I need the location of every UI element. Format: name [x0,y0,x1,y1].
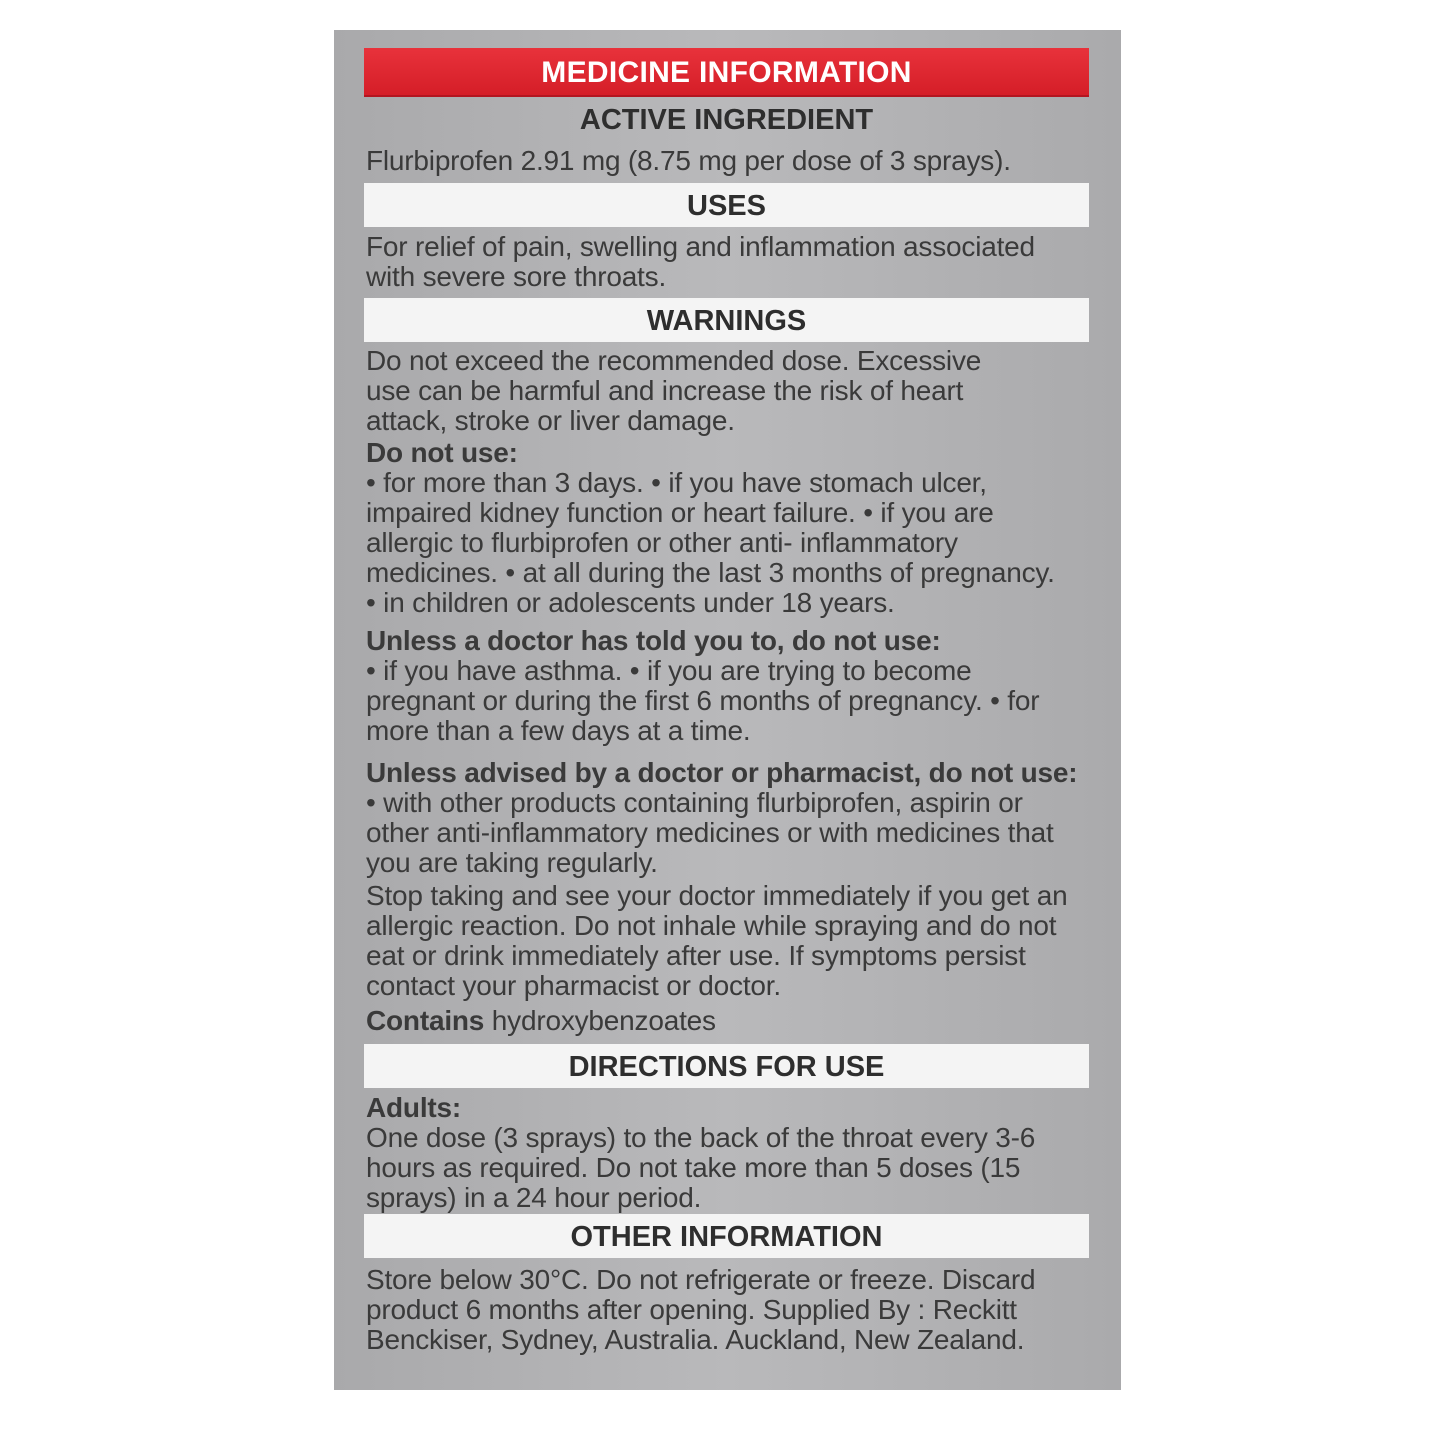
uses-text: For relief of pain, swelling and inflammation associated with severe sore throats. [366,231,1035,292]
contains-label: Contains [366,1005,485,1036]
advised-block [366,758,1086,878]
advised-text: • with other products containing flurbiprofen, aspirin or other anti-inflammatory medicines or with medicines that you are taking regularly. [366,787,1054,878]
active-ingredient-heading: ACTIVE INGREDIENT [579,104,874,136]
warnings-intro: Do not exceed the recommended dose. Excessive use can be harmful and increase the risk of heart attack, stroke or liver damage. [366,345,982,436]
stop-taking-text: Stop taking and see your doctor immediately if you get an allergic reaction. Do not inhale while spraying and do not eat or drink immediately after use. If symptoms persist contact your pharmacist or doctor. [366,880,1068,1001]
doctor-told-block [366,626,1056,746]
doctor-told-heading: Unless a doctor has told you to, do not use: [366,625,941,656]
directions-text: One dose (3 sprays) to the back of the throat every 3-6 hours as required. Do not take more than 5 doses (15 sprays) in a 24 hour period. [366,1122,1036,1213]
doctor-told-text: • if you have asthma. • if you are trying to become pregnant or during the first 6 months of pregnancy. • for more than a few days at a time. [366,655,1040,746]
medicine-info-panel [334,30,1121,1390]
other-information-text: Store below 30°C. Do not refrigerate or freeze. Discard product 6 months after opening. Supplied By : Reckitt Benckiser, Sydney, Australia. Auckland, New Zealand. [366,1264,1036,1355]
directions-block [366,1093,1091,1213]
do-not-use-heading: Do not use: [366,437,518,468]
medicine-information-banner: MEDICINE INFORMATION [364,48,1089,97]
do-not-use-block [366,438,1066,618]
contains-line [366,1006,1096,1036]
uses-heading: USES [364,183,1089,227]
adults-heading: Adults: [366,1092,462,1123]
do-not-use-text: • for more than 3 days. • if you have stomach ulcer, impaired kidney function or heart failure. • if you are allergic to flurbiprofen or other anti- inflammatory medicines. • at all during the last 3 months of pregnancy. • in children or adolescents under 18 years. [366,467,1055,618]
advised-heading: Unless advised by a doctor or pharmacist, do not use: [366,757,1078,788]
contains-value: hydroxybenzoates [491,1005,716,1036]
active-ingredient-text: Flurbiprofen 2.91 mg (8.75 mg per dose of 3 sprays). [366,145,1011,176]
warnings-heading: WARNINGS [364,298,1089,342]
other-information-heading: OTHER INFORMATION [364,1214,1089,1258]
directions-heading: DIRECTIONS FOR USE [364,1044,1089,1088]
